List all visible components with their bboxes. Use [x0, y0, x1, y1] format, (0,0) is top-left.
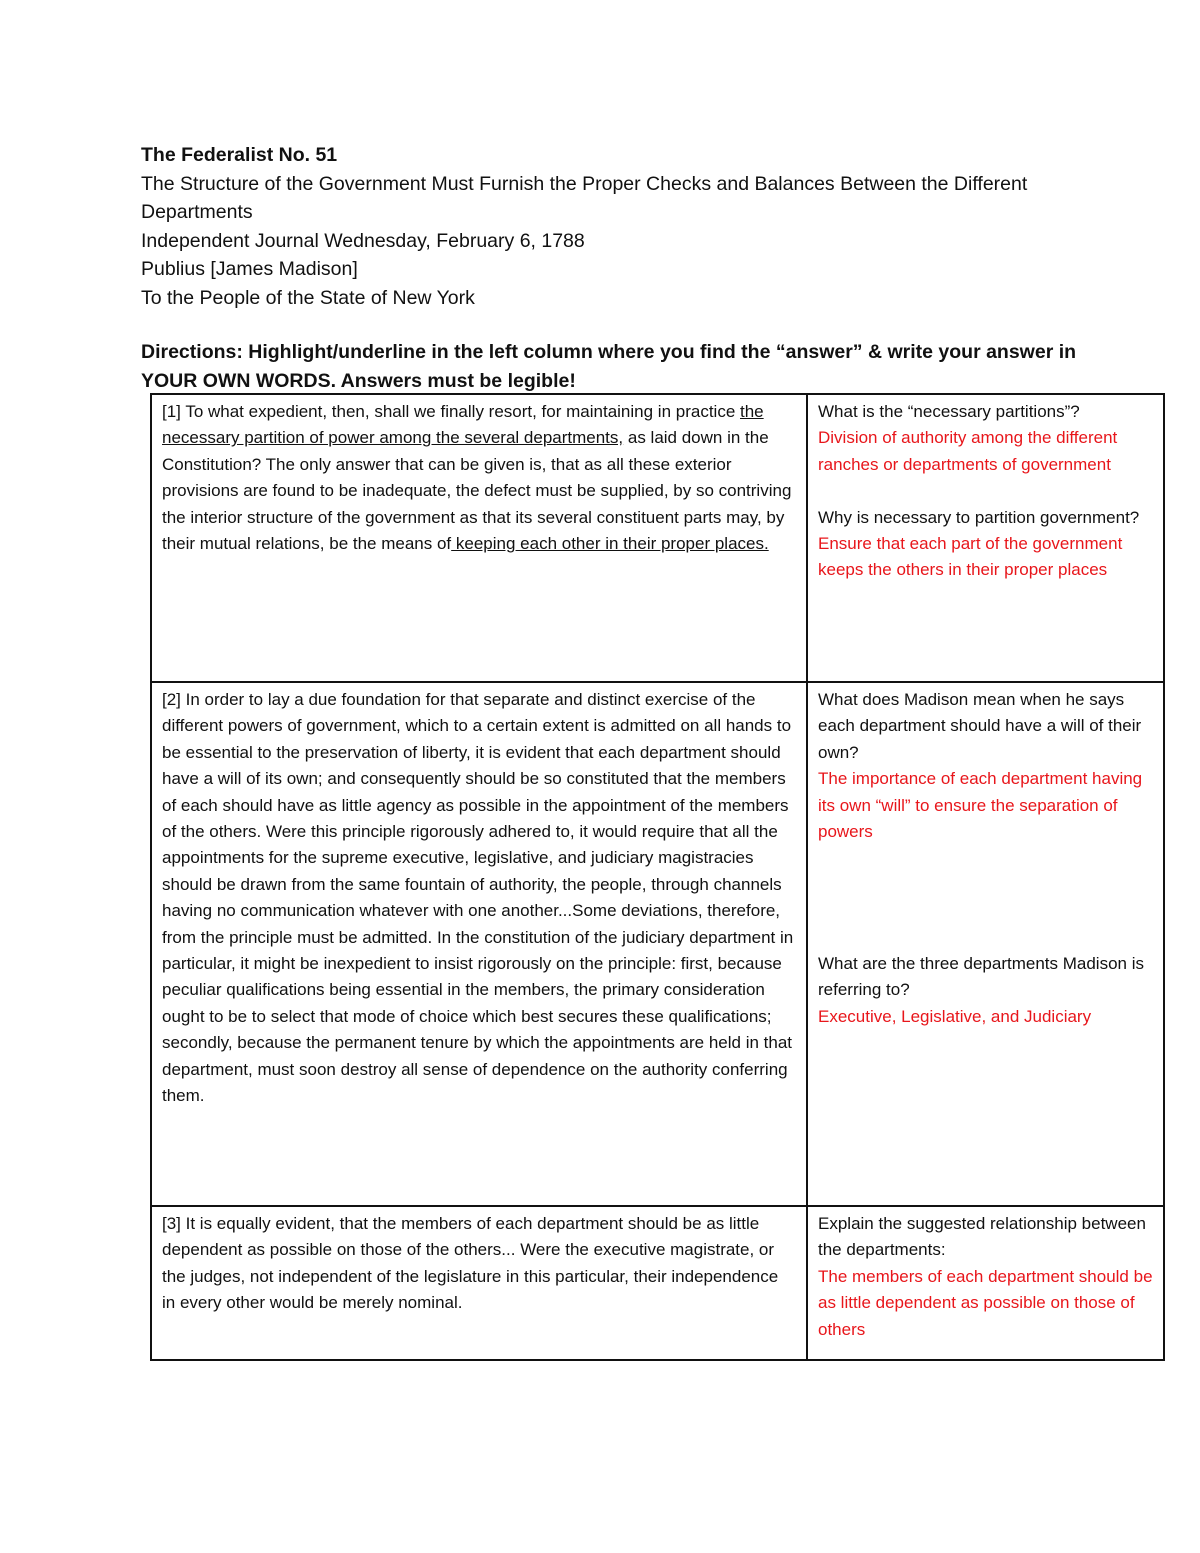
journal-date: Independent Journal Wednesday, February 6, 1788: [141, 229, 585, 252]
passage-underline: keeping each other in their proper places.: [451, 534, 769, 554]
addressee-line: To the People of the State of New York: [141, 286, 475, 309]
question-text: Why is necessary to partition government?: [818, 507, 1140, 527]
question-block: [818, 687, 1153, 845]
answer-text[interactable]: The members of each department should be as little dependent as possible on those of others: [818, 1266, 1153, 1339]
document-subtitle: The Structure of the Government Must Furnish the Proper Checks and Balances Between the Different Departments: [141, 172, 1028, 224]
document-header: [141, 141, 1101, 313]
table-row: [151, 682, 1164, 1206]
answer-text[interactable]: Division of authority among the different ranches or departments of government: [818, 428, 1118, 474]
answer-text[interactable]: Ensure that each part of the government keeps the others in their proper places: [818, 534, 1123, 580]
author-line: Publius [James Madison]: [141, 258, 358, 281]
question-block: [818, 951, 1153, 1030]
directions-text: Directions: Highlight/underline in the left column where you find the “answer” & write your answer in YOUR OWN WORDS. Answers must be legible!: [141, 341, 1077, 392]
answer-text[interactable]: Executive, Legislative, and Judiciary: [818, 1006, 1092, 1026]
question-block: [818, 505, 1153, 584]
passage-underline: the necessary partition of power among the several departments,: [162, 402, 764, 448]
passage-cell: [151, 1206, 807, 1360]
document-title: The Federalist No. 51: [141, 144, 338, 166]
question-block: [818, 1211, 1153, 1343]
passage-cell: [151, 394, 807, 682]
blank-space: [818, 872, 1153, 951]
question-cell[interactable]: [807, 1206, 1164, 1360]
question-cell[interactable]: [807, 394, 1164, 682]
passage-text: as laid down in the Constitution? The only answer that can be given is, that as all these exterior provisions are found to be inadequate, the defect must be supplied, by so contriving the interior structure of the government as that its several constituent parts may, by their mutual relations, be the means of: [162, 428, 792, 554]
passage-text: [2] In order to lay a due foundation for that separate and distinct exercise of the different powers of government, which to a certain extent is admitted on all hands to be essential to the preservation of liberty, it is evident that each department should have a will of its own; and consequently should be so constituted that the members of each should have as little agency as possible in the appointment of the members of the others. Were this principle rigorously adhered to, it would require that all the appointments for the supreme executive, legislative, and judiciary magistracies should be drawn from the same fountain of authority, the people, through channels having no communication whatever with one another...Some deviations, therefore, from the principle must be admitted. In the constitution of the judiciary department in particular, it might be inexpedient to insist rigorously on the principle: first, because peculiar qualifications being essential in the members, the primary consideration ought to be to select that mode of choice which best secures these qualifications; secondly, because the permanent tenure by which the appointments are held in that department, must soon destroy all sense of dependence on the authority conferring them.: [162, 690, 794, 1106]
passage-text: [3] It is equally evident, that the members of each department should be as little dependent as possible on those of the others... Were the executive magistrate, or the judges, not independent of the legislature in this particular, their independence in every other would be merely nominal.: [162, 1214, 779, 1313]
passage-cell: [151, 682, 807, 1206]
question-text: What is the “necessary partitions”?: [818, 402, 1080, 421]
question-text: What does Madison mean when he says each department should have a will of their own?: [818, 690, 1142, 762]
question-block: [818, 399, 1153, 478]
passage-text: [1] To what expedient, then, shall we finally resort, for maintaining in practice: [162, 402, 740, 421]
answer-text[interactable]: The importance of each department having its own “will” to ensure the separation of powers: [818, 769, 1143, 842]
table-row: [151, 394, 1164, 682]
question-cell[interactable]: [807, 682, 1164, 1206]
worksheet-table: [150, 393, 1165, 1361]
table-row: [151, 1206, 1164, 1360]
question-text: What are the three departments Madison is referring to?: [818, 954, 1144, 1000]
question-text: Explain the suggested relationship between the departments:: [818, 1214, 1146, 1260]
